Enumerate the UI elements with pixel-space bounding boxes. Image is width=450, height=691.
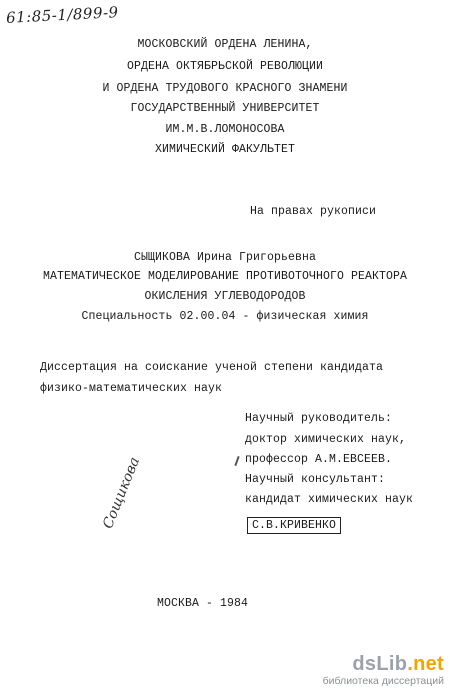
title-line-1: МАТЕМАТИЧЕСКОЕ МОДЕЛИРОВАНИЕ ПРОТИВОТОЧНОГО РЕАКТОРА: [42, 270, 408, 283]
institution-line-5: ИМ.М.В.ЛОМОНОСОВА: [165, 123, 285, 136]
institution-line-4: ГОСУДАРСТВЕННЫЙ УНИВЕРСИТЕТ: [130, 102, 320, 115]
watermark-footer: [323, 653, 444, 687]
dissertation-line-1: Диссертация на соискание ученой степени кандидата: [40, 361, 384, 374]
consultant-name-box: [247, 519, 341, 533]
author-name: СЫЩИКОВА Ирина Григорьевна: [133, 251, 317, 264]
institution-line-1: МОСКОВСКИЙ ОРДЕНА ЛЕНИНА,: [137, 38, 313, 51]
advisor-degree: доктор химических наук,: [245, 433, 407, 446]
site-logo[interactable]: [323, 653, 444, 675]
handwritten-signature: Сощикова: [100, 455, 144, 531]
consultant-degree: кандидат химических наук: [245, 493, 414, 506]
logo-part-2: .net: [407, 653, 444, 675]
archive-handwritten-number: 61:85-1/899-9: [5, 3, 120, 27]
dissertation-line-2: физико-математических наук: [40, 382, 223, 395]
site-subtitle: библиотека диссертаций: [322, 675, 444, 687]
specialty-line: Специальность 02.00.04 - физическая химия: [81, 310, 369, 323]
institution-line-3: И ОРДЕНА ТРУДОВОГО КРАСНОГО ЗНАМЕНИ: [102, 82, 348, 95]
consultant-name: С.В.КРИВЕНКО: [247, 517, 341, 534]
rights-notice: На правах рукописи: [250, 205, 377, 218]
advisor-name: профессор А.М.ЕВСЕЕВ.: [245, 453, 393, 466]
consultant-label: Научный консультант:: [245, 473, 386, 486]
title-line-2: ОКИСЛЕНИЯ УГЛЕВОДОРОДОВ: [144, 290, 306, 303]
pen-mark: [234, 456, 239, 466]
city-year: МОСКВА - 1984: [157, 597, 249, 610]
institution-line-2: ОРДЕНА ОКТЯБРЬСКОЙ РЕВОЛЮЦИИ: [126, 60, 324, 73]
advisor-label: Научный руководитель:: [245, 412, 393, 425]
logo-part-1: dsLib: [352, 653, 408, 675]
faculty-line: ХИМИЧЕСКИЙ ФАКУЛЬТЕТ: [154, 143, 296, 156]
